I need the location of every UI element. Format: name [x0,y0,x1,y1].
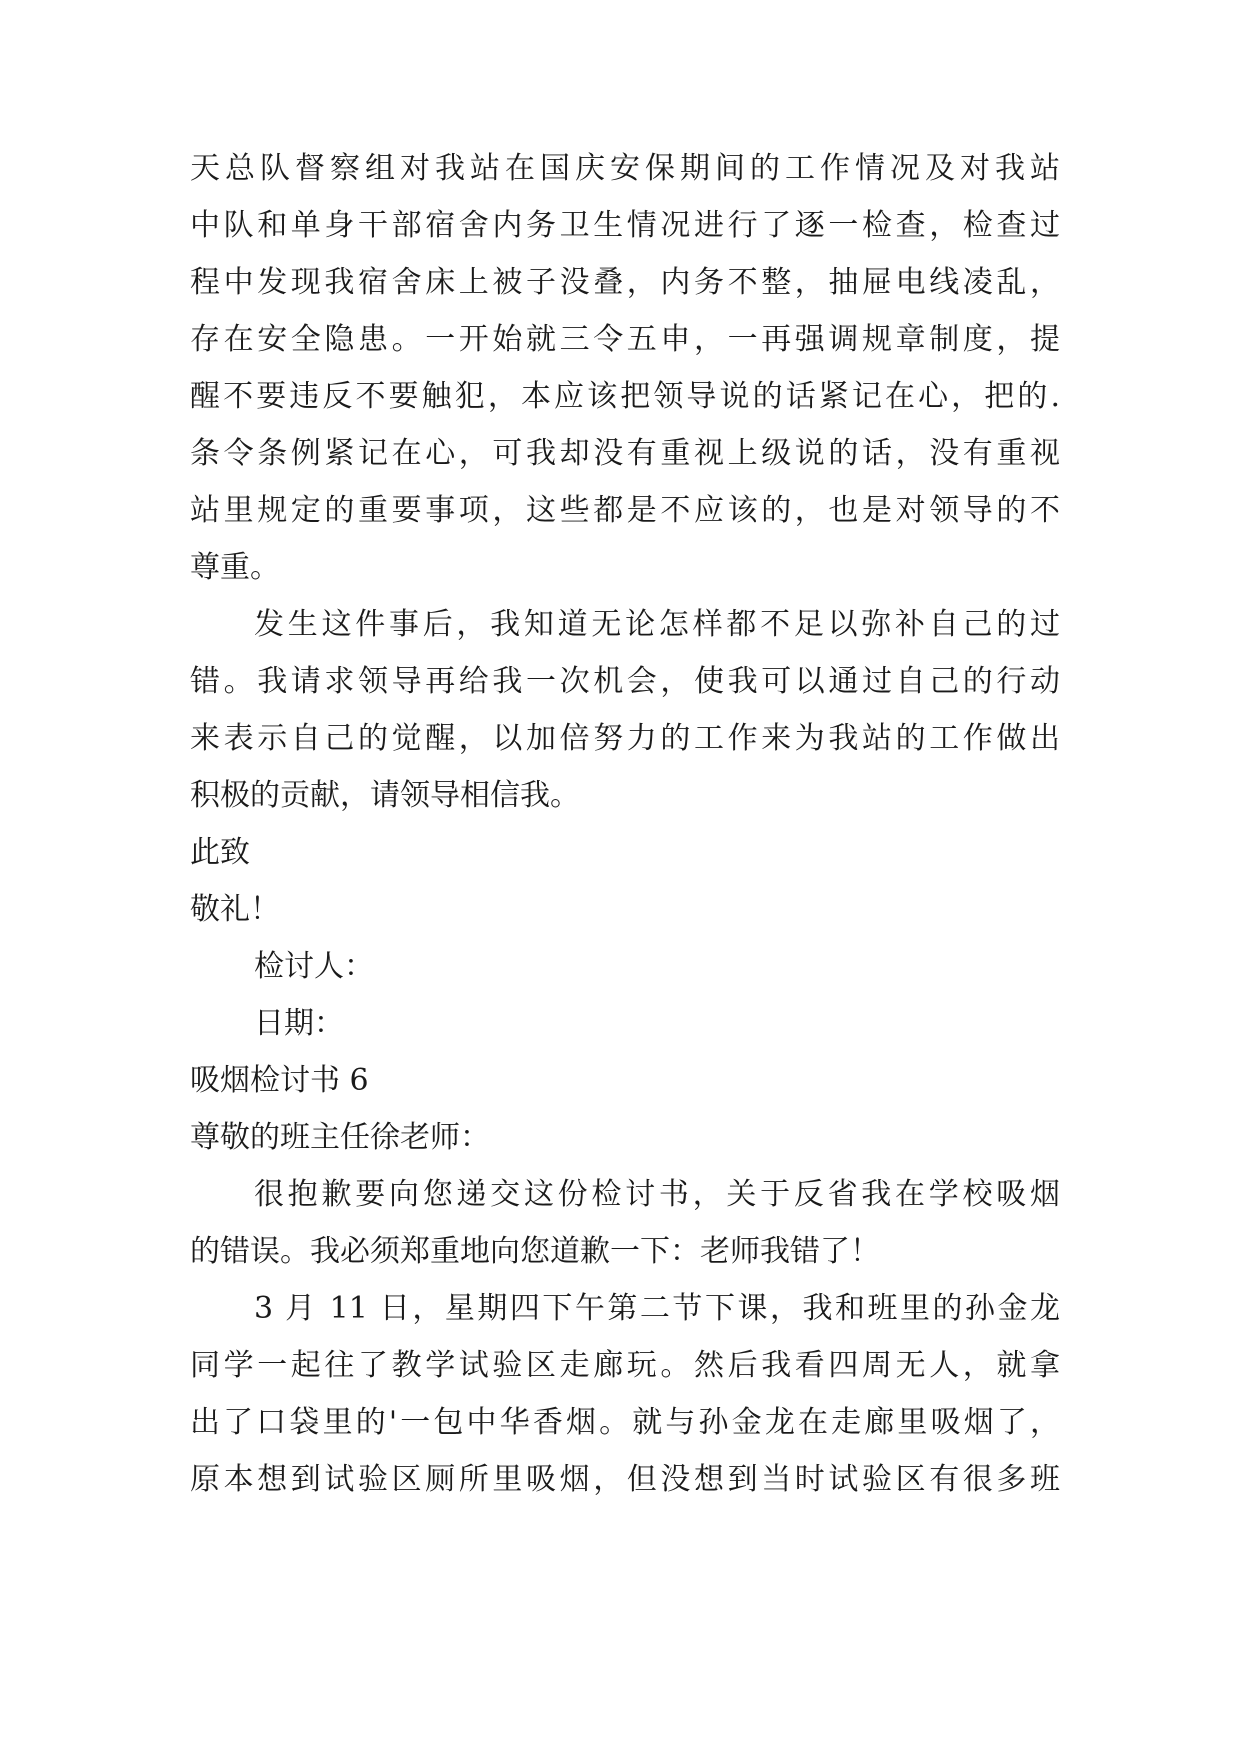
text-line: 醒不要违反不要触犯，本应该把领导说的话紧记在心，把的. [190,379,1060,414]
signature-label: 检讨人： [254,949,374,984]
text-line: 天总队督察组对我站在国庆安保期间的工作情况及对我站 [190,151,1060,186]
closing-salutation: 此致 [190,835,250,870]
section-title: 吸烟检讨书 6 [190,1063,369,1098]
text-line: 积极的贡献，请领导相信我。 [190,778,580,813]
closing-regards: 敬礼！ [190,892,280,927]
paragraph-start-line: 很抱歉要向您递交这份检讨书，关于反省我在学校吸烟 [254,1177,1060,1212]
text-line: 存在安全隐患。一开始就三令五申，一再强调规章制度，提 [190,322,1060,357]
text-line: 原本想到试验区厕所里吸烟，但没想到当时试验区有很多班 [190,1462,1060,1497]
text-line: 尊重。 [190,550,280,585]
paragraph-start-line: 3 月 11 日，星期四下午第二节下课，我和班里的孙金龙 [254,1291,1060,1326]
text-line: 错。我请求领导再给我一次机会，使我可以通过自己的行动 [190,664,1060,699]
text-line: 站里规定的重要事项，这些都是不应该的，也是对领导的不 [190,493,1060,528]
date-label: 日期： [254,1006,344,1041]
text-line: 程中发现我宿舍床上被子没叠，内务不整，抽屉电线凌乱， [190,265,1060,300]
text-line: 出了口袋里的'一包中华香烟。就与孙金龙在走廊里吸烟了， [190,1405,1060,1440]
text-line: 的错误。我必须郑重地向您道歉一下：老师我错了！ [190,1234,880,1269]
text-line: 来表示自己的觉醒，以加倍努力的工作来为我站的工作做出 [190,721,1060,756]
text-line: 条令条例紧记在心，可我却没有重视上级说的话，没有重视 [190,436,1060,471]
text-line: 中队和单身干部宿舍内务卫生情况进行了逐一检查，检查过 [190,208,1060,243]
greeting-line: 尊敬的班主任徐老师： [190,1120,490,1155]
paragraph-start-line: 发生这件事后，我知道无论怎样都不足以弥补自己的过 [254,607,1060,642]
text-line: 同学一起往了教学试验区走廊玩。然后我看四周无人，就拿 [190,1348,1060,1383]
